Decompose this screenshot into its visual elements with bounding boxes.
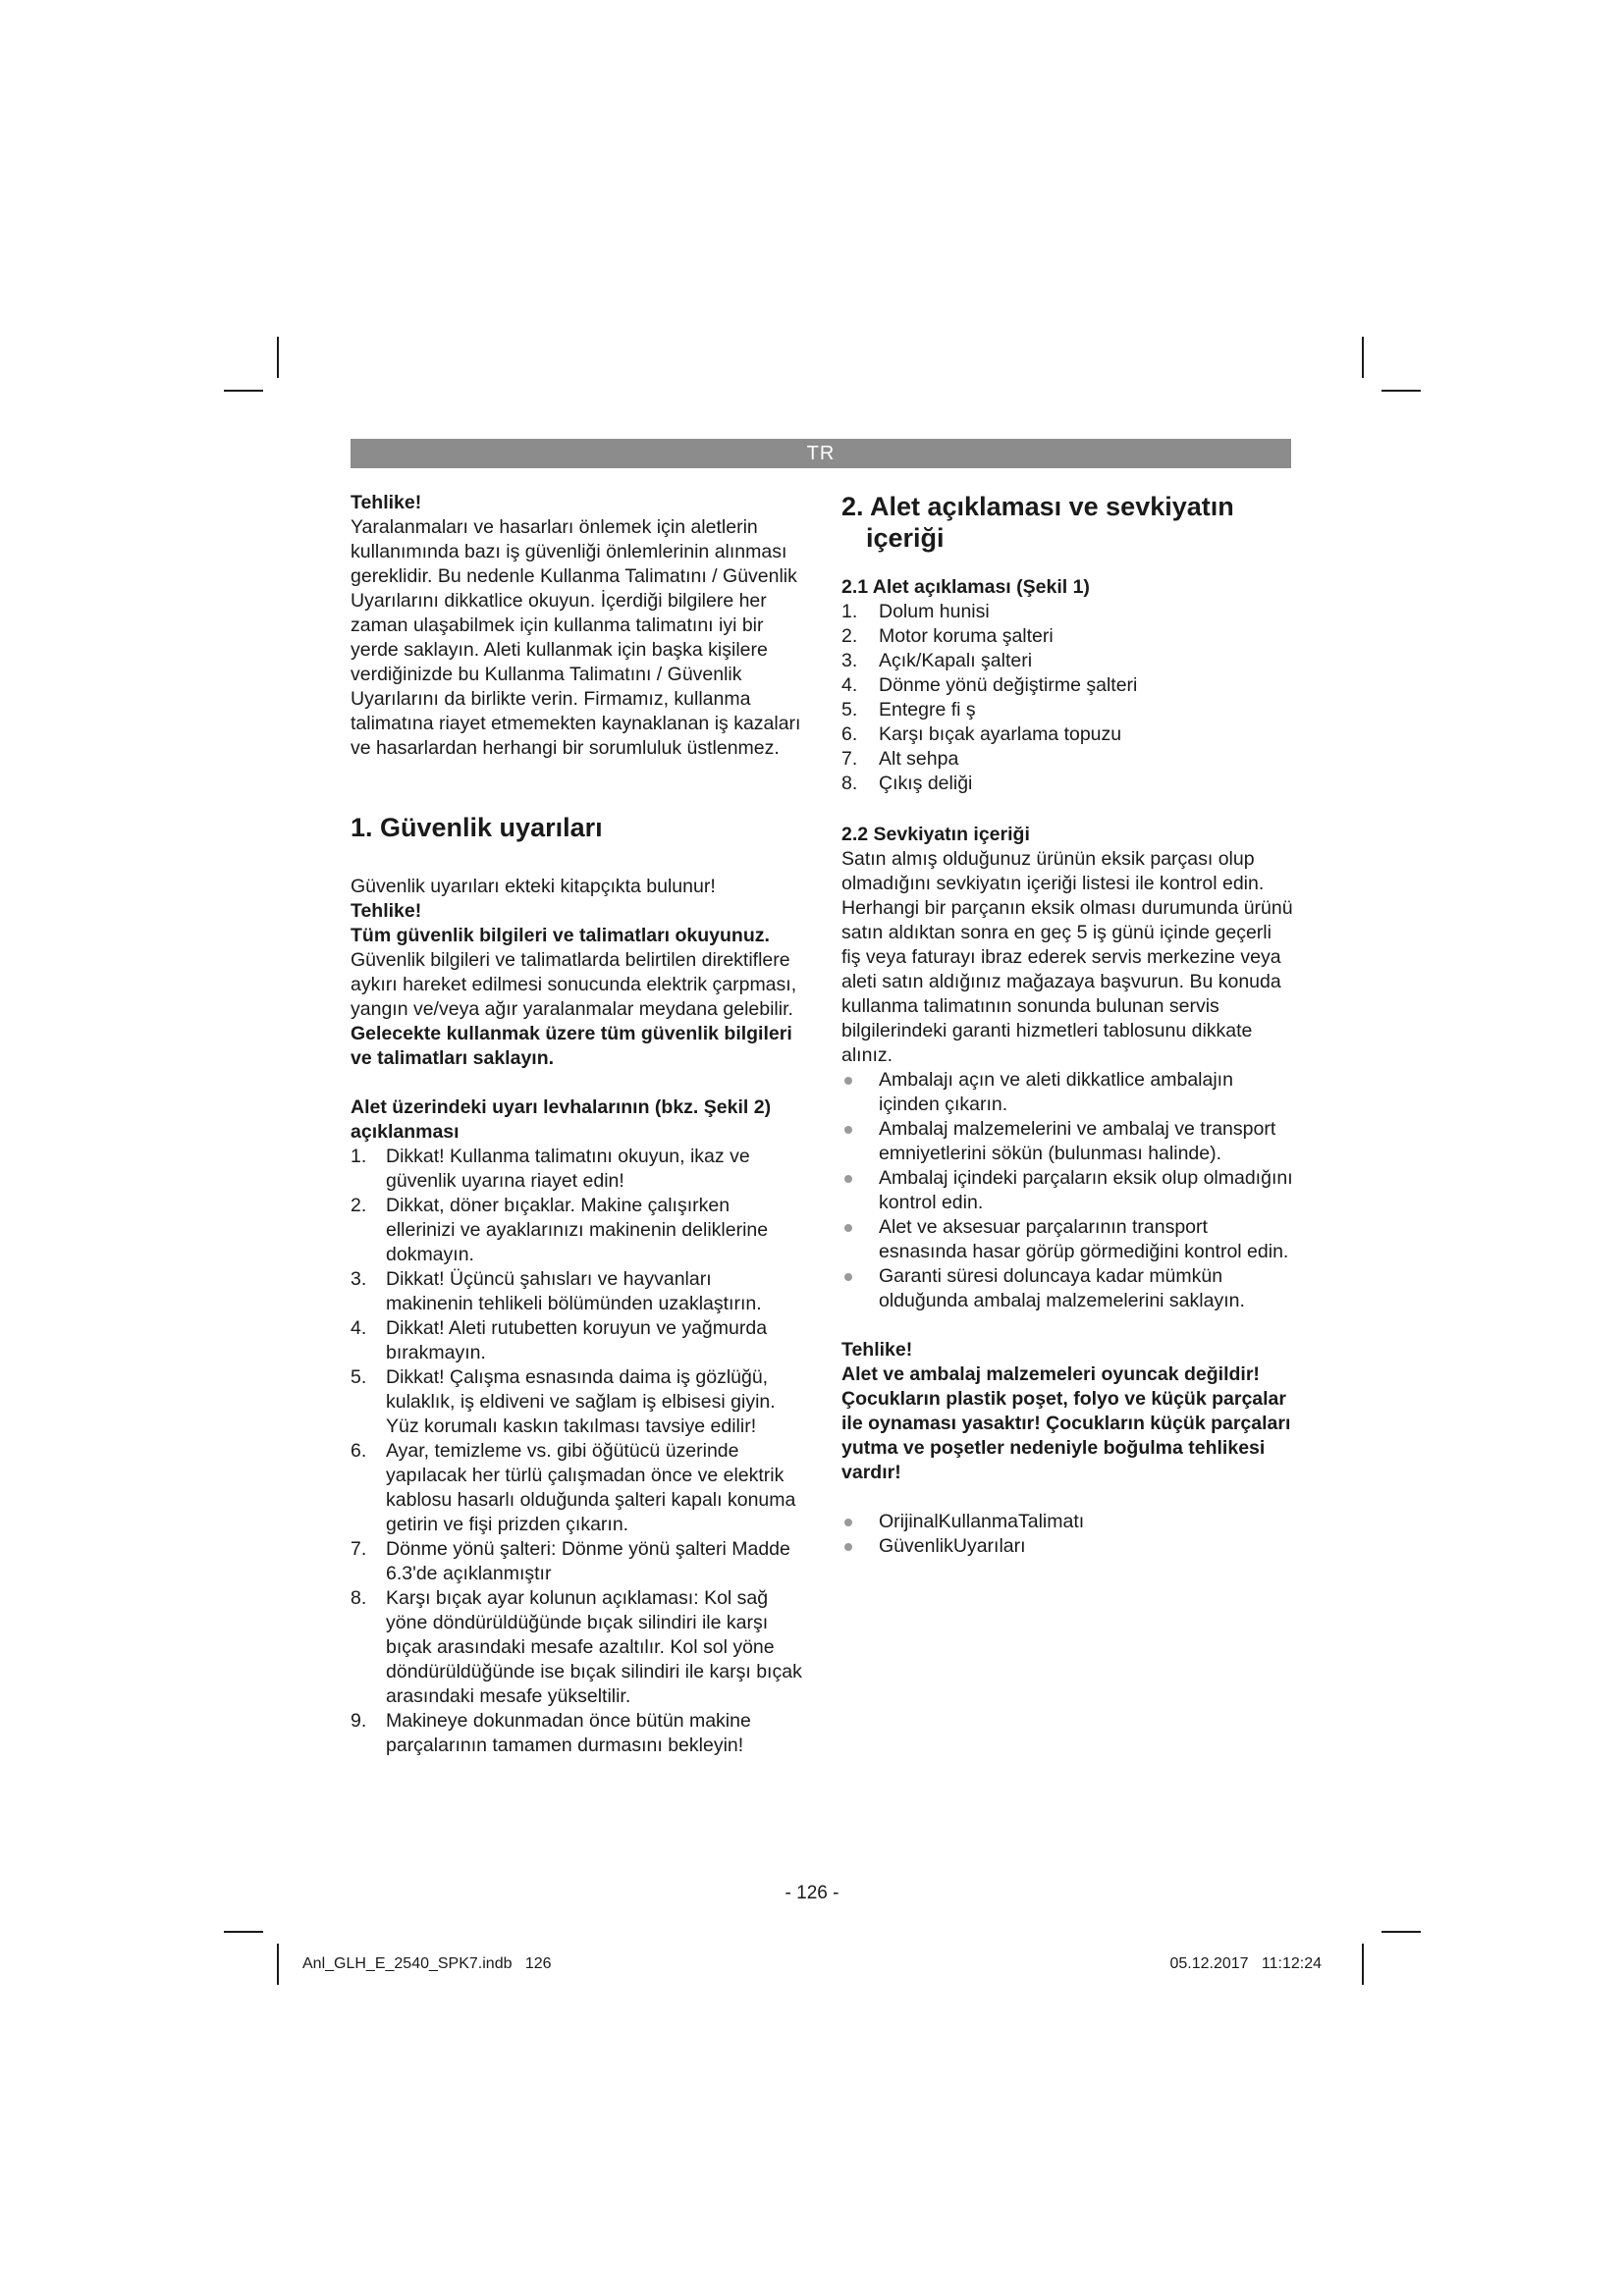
crop-mark — [1381, 390, 1421, 392]
crop-mark — [277, 337, 279, 378]
list-item — [351, 1709, 802, 1758]
list-item — [841, 772, 1295, 796]
item-text: Dikkat! Aleti rutubetten koruyun ve yağmurda bırakmayın. — [386, 1317, 768, 1363]
warning-title: Tehlike! — [351, 492, 422, 513]
item-number: 4. — [841, 674, 858, 696]
bullet-icon — [844, 1519, 852, 1526]
item-number: 5. — [841, 699, 858, 721]
item-number: 1. — [351, 1146, 367, 1167]
item-text: Dikkat! Kullanma talimatını okuyun, ikaz ve güvenlik uyarına riayet edin! — [386, 1146, 750, 1192]
item-text: Alt sehpa — [879, 748, 959, 770]
list-item — [841, 673, 1295, 698]
list-item — [841, 600, 1295, 624]
list-item — [841, 698, 1295, 722]
item-text: Alet ve aksesuar parçalarının transport esnasında hasar görüp görmediğini kontrol edin. — [879, 1216, 1289, 1262]
unpacking-checklist — [841, 1068, 1295, 1313]
list-item — [841, 1264, 1295, 1313]
item-number: 6. — [351, 1440, 367, 1462]
item-number: 4. — [351, 1317, 367, 1339]
item-number: 2. — [351, 1195, 367, 1216]
item-text: Dikkat, döner bıçaklar. Makine çalışırken ellerinizi ve ayaklarınızı makinenin deliklerine dokmayın. — [386, 1195, 769, 1265]
section-title-description — [841, 491, 1295, 554]
crop-mark — [224, 1931, 263, 1933]
bullet-icon — [844, 1224, 852, 1232]
item-text: Dikkat! Çalışma esnasında daima iş gözlüğü, kulaklık, iş eldiveni ve sağlam iş elbisesi giyin. Yüz korumalı kaskın takılması tavsiye edilir! — [386, 1366, 776, 1437]
contents-body: Satın almış olduğunuz ürünün eksik parçası olup olmadığını sevkiyatın içeriği listesi ile kontrol edin. Herhangi bir parçanın eksik olması durumunda ürünü satın aldıktan sonra en geç 5 iş günü içinde geçerli fiş veya faturayı ibraz ederek servis merkezine veya aleti satın aldığınız mağazaya başvurun. Bu konuda kullanma talimatının sonunda bulunan servis bilgilerindeki garanti hizmetleri tablosunu dikkate alınız. — [841, 848, 1293, 1066]
left-column — [351, 491, 802, 1758]
item-number: 9. — [351, 1710, 367, 1732]
list-item — [841, 1215, 1295, 1264]
item-number: 8. — [351, 1587, 367, 1609]
item-number: 7. — [351, 1538, 367, 1560]
section-title-safety: 1. Güvenlik uyarıları — [351, 813, 603, 842]
bullet-icon — [844, 1175, 852, 1183]
print-file-name: Anl_GLH_E_2540_SPK7.indb 126 — [302, 1955, 552, 1972]
item-text: OrijinalKullanmaTalimatı — [879, 1511, 1085, 1532]
list-item — [351, 1365, 802, 1439]
item-text: GüvenlikUyarıları — [879, 1535, 1026, 1557]
right-column — [841, 491, 1295, 1559]
item-text: Ayar, temizleme vs. gibi öğütücü üzerinde yapılacak her türlü çalışmadan önce ve elektrik kablosu hasarlı olduğunda şalteri kapalı konuma getirin ve fişi prizden çıkarın. — [386, 1440, 796, 1535]
print-timestamp: 05.12.2017 11:12:24 — [1169, 1955, 1322, 1972]
item-text: Karşı bıçak ayar kolunun açıklaması: Kol sağ yöne döndürüldüğünde bıçak silindiri ile karşı bıçak arasındaki mesafe azaltılır. Kol sol yöne döndürüldüğünde ise bıçak silindiri ile karşı bıçak arasındaki mesafe yükseltilir. — [386, 1587, 802, 1707]
list-item — [351, 1145, 802, 1194]
subsection-title-description: 2.1 Alet açıklaması (Şekil 1) — [841, 576, 1090, 598]
item-number: 5. — [351, 1366, 367, 1388]
warning-signs-title: Alet üzerindeki uyarı levhalarının (bkz. Şekil 2) açıklanması — [351, 1096, 772, 1143]
child-safety-warning: Alet ve ambalaj malzemeleri oyuncak değildir! Çocukların plastik poşet, folyo ve küçük parçalar ile oynaması yasaktır! Çocukların küçük parçaları yutma ve poşetler nedeniyle boğulma tehlikesi vardır! — [841, 1363, 1291, 1483]
list-item — [841, 1117, 1295, 1166]
item-number: 3. — [841, 650, 858, 671]
safety-warning-bold-end: Gelecekte kullanmak üzere tüm güvenlik bilgileri ve talimatları saklayın. — [351, 1023, 792, 1069]
list-item — [841, 624, 1295, 649]
list-item — [841, 747, 1295, 772]
list-item — [351, 1439, 802, 1537]
item-text: Dikkat! Üçüncü şahısları ve hayvanları makinenin tehlikeli bölümünden uzaklaştırın. — [386, 1268, 762, 1314]
item-text: Ambalaj içindeki parçaların eksik olup olmadığını kontrol edin. — [879, 1167, 1293, 1213]
item-text: Dönme yönü şalteri: Dönme yönü şalteri Madde 6.3'de açıklanmıştır — [386, 1538, 790, 1584]
item-number: 8. — [841, 773, 858, 794]
list-item — [841, 1166, 1295, 1215]
list-item — [841, 1068, 1295, 1117]
bullet-icon — [844, 1273, 852, 1281]
list-item — [351, 1537, 802, 1586]
item-text: Entegre fi ş — [879, 699, 976, 721]
crop-mark — [1362, 337, 1364, 378]
page-number: - 126 - — [785, 1883, 839, 1903]
item-number: 6. — [841, 723, 858, 745]
list-item — [841, 1510, 1295, 1534]
item-text: Dönme yönü değiştirme şalteri — [879, 674, 1138, 696]
crop-mark — [277, 1944, 279, 1985]
item-text: Motor koruma şalteri — [879, 625, 1054, 647]
safety-intro: Güvenlik uyarıları ekteki kitapçıkta bulunur! — [351, 876, 716, 897]
list-item — [351, 1316, 802, 1365]
item-number: 7. — [841, 748, 858, 770]
list-item — [841, 722, 1295, 747]
bullet-icon — [844, 1077, 852, 1085]
bullet-icon — [844, 1126, 852, 1134]
crop-mark — [1381, 1931, 1421, 1933]
item-text: Açık/Kapalı şalteri — [879, 650, 1033, 671]
item-number: 3. — [351, 1268, 367, 1290]
language-code: TR — [806, 443, 836, 464]
item-text: Karşı bıçak ayarlama topuzu — [879, 723, 1122, 745]
list-item — [841, 1534, 1295, 1559]
subsection-title-contents: 2.2 Sevkiyatın içeriği — [841, 824, 1030, 845]
item-text: Ambalaj malzemelerini ve ambalaj ve transport emniyetlerini sökün (bulunması halinde). — [879, 1118, 1276, 1164]
safety-warning-bold-start: Tüm güvenlik bilgileri ve talimatları okuyunuz. — [351, 925, 770, 946]
list-item — [351, 1194, 802, 1267]
section-title-line: 2. Alet açıklaması ve sevkiyatın — [841, 492, 1234, 521]
list-item — [841, 649, 1295, 673]
item-number: 1. — [841, 601, 858, 622]
item-text: Çıkış deliği — [879, 773, 973, 794]
list-item — [351, 1586, 802, 1709]
item-number: 2. — [841, 625, 858, 647]
bullet-icon — [844, 1543, 852, 1551]
crop-mark — [1362, 1944, 1364, 1985]
item-text: Garanti süresi doluncaya kadar mümkün olduğunda ambalaj malzemelerini saklayın. — [879, 1265, 1245, 1311]
safety-warning-text: Güvenlik bilgileri ve talimatlarda belirtilen direktiflere aykırı hareket edilmesi sonucunda elektrik çarpması, yangın ve/veya ağır yaralanmalar meydana gelebilir. — [351, 949, 797, 1020]
item-text: Ambalajı açın ve aleti dikkatlice ambalajın içinden çıkarın. — [879, 1069, 1233, 1115]
crop-mark — [224, 390, 263, 392]
section-title-line: içeriği — [866, 523, 945, 553]
language-header-bar — [351, 439, 1291, 468]
warning-signs-list — [351, 1145, 802, 1758]
item-text: Makineye dokunmadan önce bütün makine parçalarının tamamen durmasını bekleyin! — [386, 1710, 751, 1756]
item-text: Dolum hunisi — [879, 601, 990, 622]
warning-body: Yaralanmaları ve hasarları önlemek için aletlerin kullanımında bazı iş güvenliği önlemlerinin alınması gereklidir. Bu nedenle Kullanma Talimatını / Güvenlik Uyarılarını dikkatlice okuyun. İçerdiği bilgilere her zaman ulaşabilmek için kullanma talimatını iyi bir yerde saklayın. Aleti kullanmak için başka kişilere verdiğinizde bu Kullanma Talimatını / Güvenlik Uyarılarını da birlikte verin. Firmamız, kullanma talimatına riayet etmemekten kaynaklanan iş kazaları ve hasarlardan herhangi bir sorumluluk üstlenmez. — [351, 516, 801, 759]
list-item — [351, 1267, 802, 1316]
warning-title: Tehlike! — [841, 1339, 913, 1361]
included-documents-list — [841, 1510, 1295, 1559]
safety-warning-paragraph — [351, 924, 802, 1071]
warning-title: Tehlike! — [351, 900, 422, 922]
parts-list — [841, 600, 1295, 796]
